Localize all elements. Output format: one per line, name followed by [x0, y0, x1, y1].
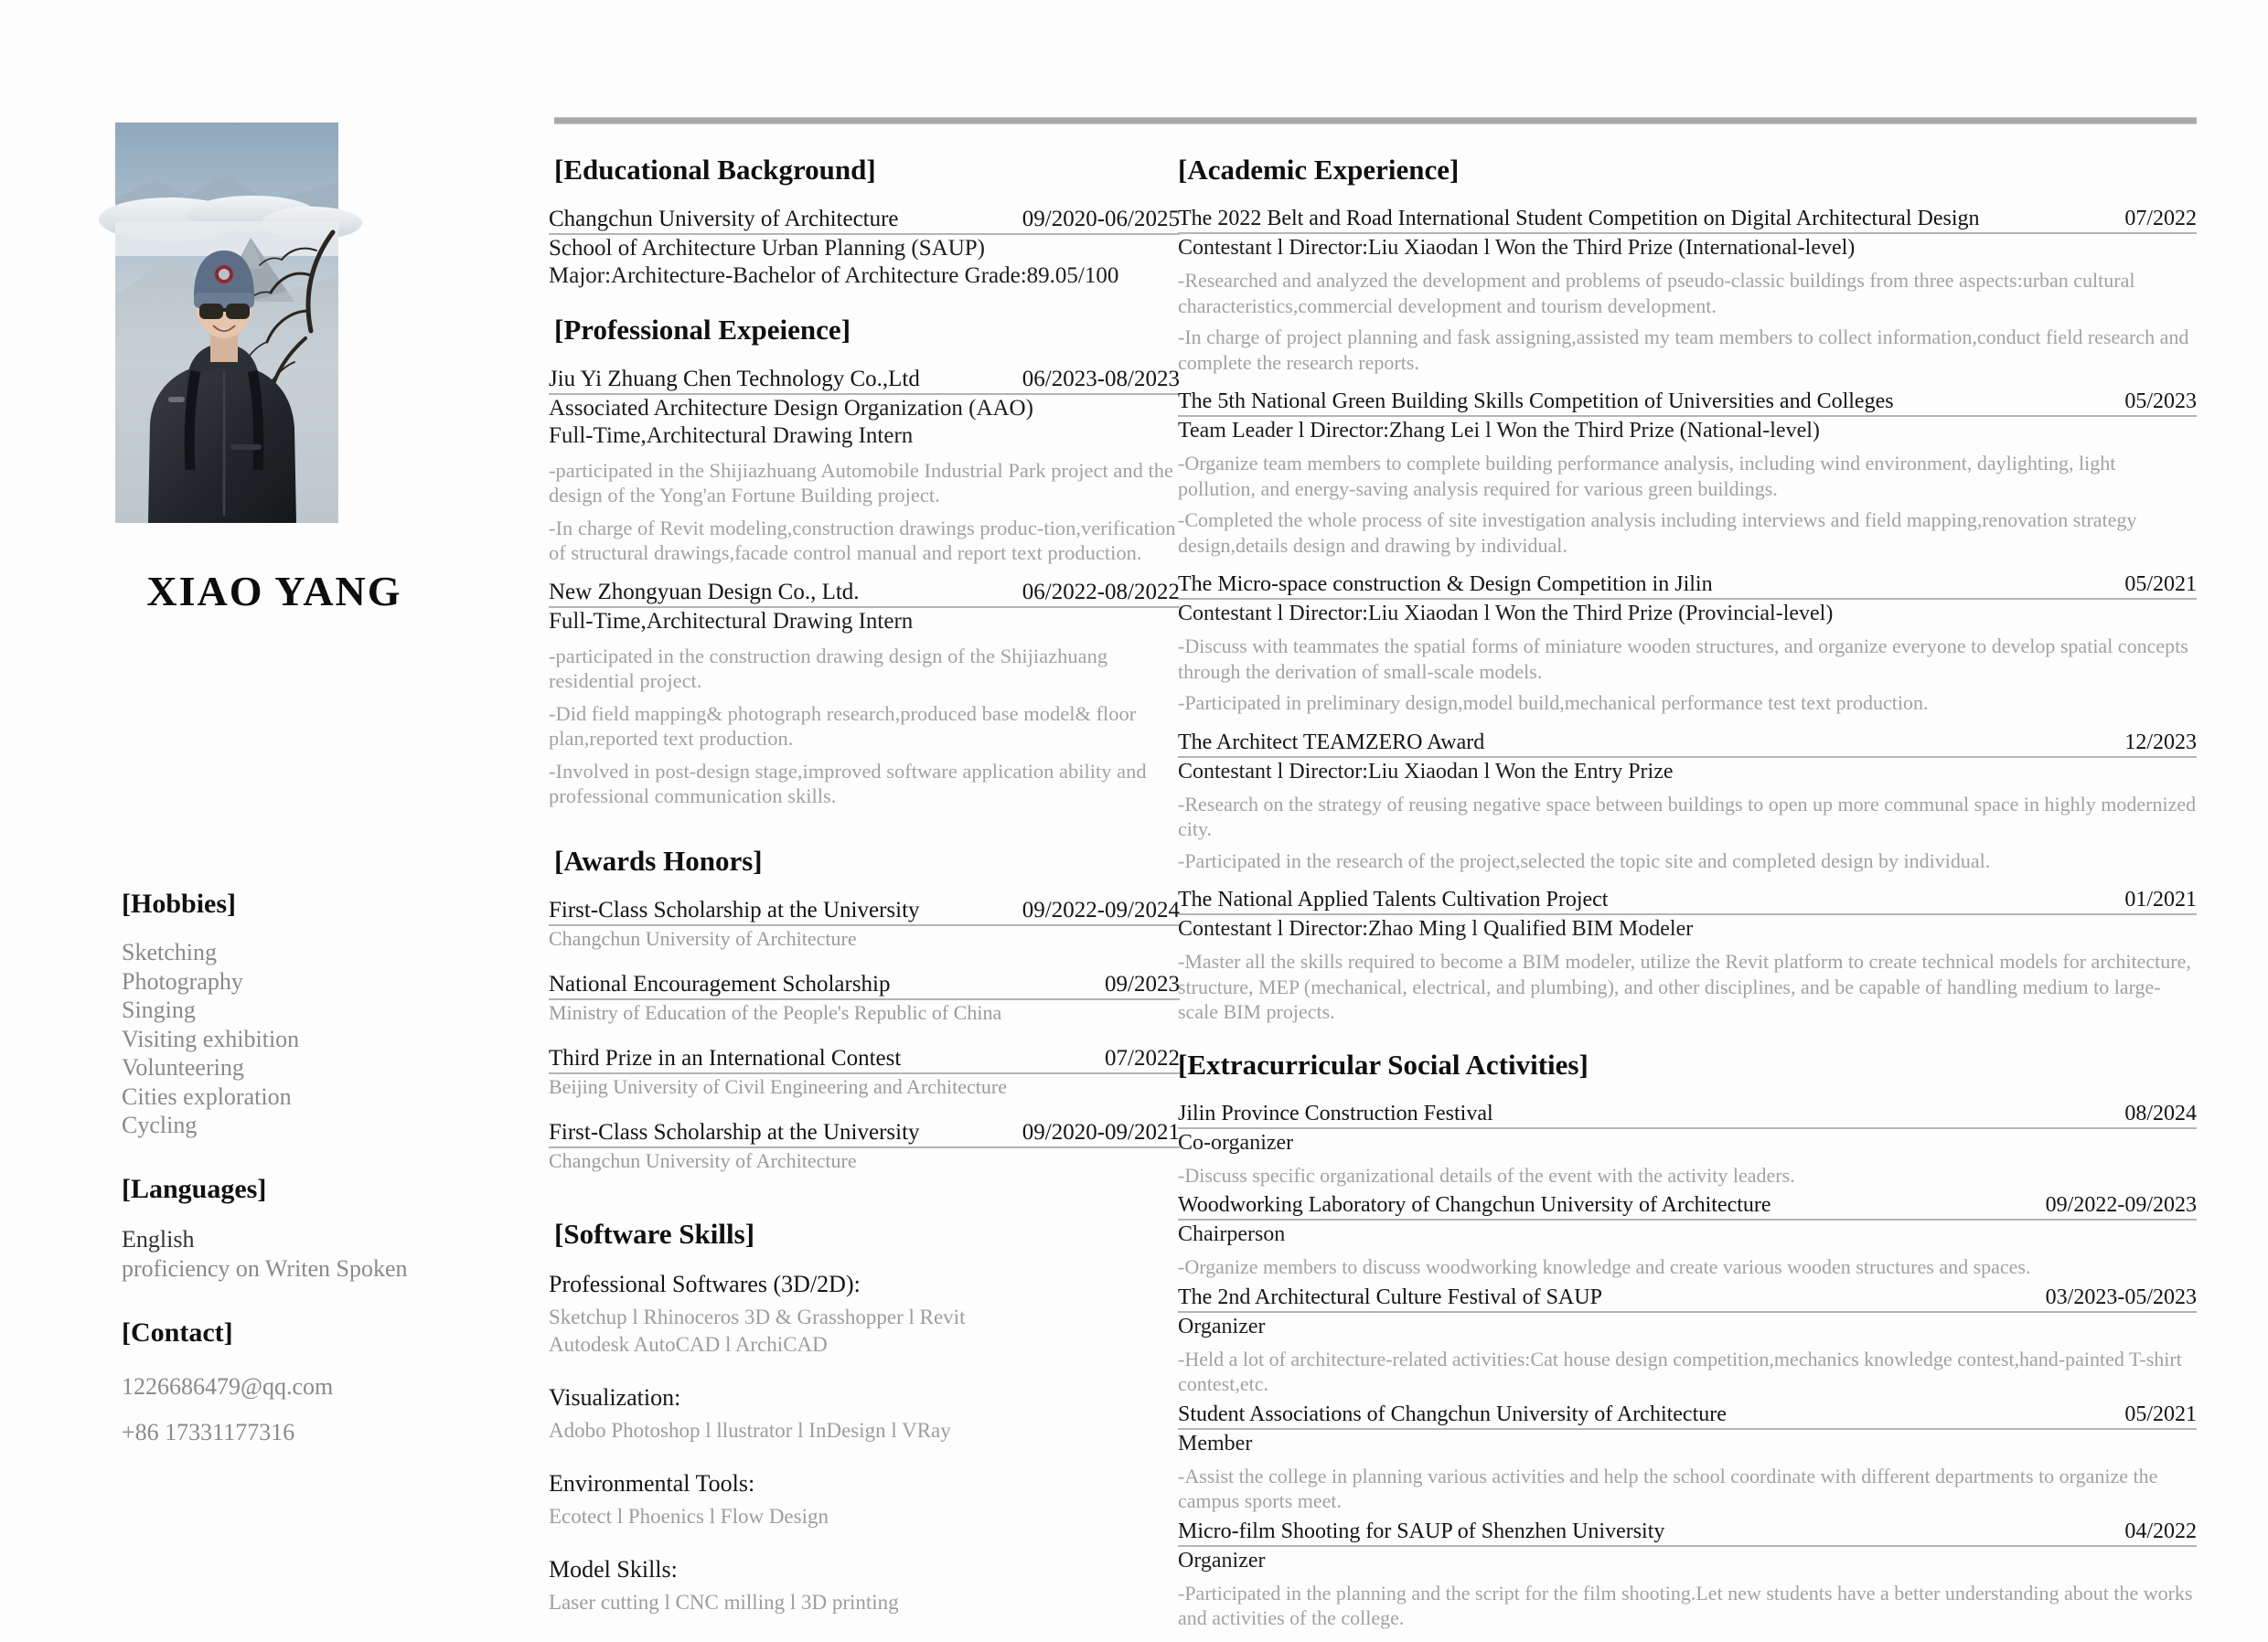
- academic-bullet: -Discuss with teammates the spatial forms of miniature wooden structures, and organize everyone to develop spatial concepts through the derivation of small-scale models.: [1178, 634, 2188, 683]
- activity-role: Co-organizer: [1178, 1130, 1294, 1155]
- academic-bullet: -Researched and analyzed the development and problems of pseudo-classic buildings from three aspects:urban cultural characteristics,commercial development and tourism development.: [1178, 269, 2135, 317]
- job-date: 06/2023-08/2023: [1022, 367, 1180, 391]
- language-proficiency: proficiency on Writen Spoken: [122, 1254, 408, 1282]
- academic-title: The Micro-space construction & Design Competition in Jilin: [1178, 572, 1713, 596]
- page-title: XIAO YANG: [146, 568, 402, 614]
- academic-bullet: -Research on the strategy of reusing negative space between buildings to open up more communal space in highly modernized city.: [1178, 792, 2197, 840]
- activity-bullet: -Discuss specific organizational details of the event with the activity leaders.: [1178, 1163, 1795, 1187]
- list-item: Cycling: [122, 1112, 198, 1138]
- academic-entry: [1178, 207, 2197, 375]
- academic-heading: [Academic Experience]: [1178, 154, 1460, 186]
- job-title-row: [549, 580, 1180, 608]
- languages-section: [122, 1174, 515, 1283]
- academic-entry: [1178, 888, 2197, 1025]
- education-major-grade: Major:Architecture-Bachelor of Architecture Grade:89.05/100: [549, 263, 1119, 288]
- activity-date: 05/2021: [2124, 1402, 2197, 1426]
- award-entry: [549, 1046, 1180, 1100]
- award-date: 07/2022: [1105, 1046, 1180, 1071]
- activity-title-row: [1178, 1285, 2197, 1313]
- activity-title: Jilin Province Construction Festival: [1178, 1101, 1493, 1125]
- professional-entry: [549, 580, 1180, 808]
- academic-title: The 5th National Green Building Skills Competition of Universities and Colleges: [1178, 389, 1894, 413]
- academic-date: 01/2021: [2124, 888, 2197, 912]
- job-company: New Zhongyuan Design Co., Ltd.: [549, 580, 860, 604]
- activity-role: Chairperson: [1178, 1222, 1286, 1246]
- education-title-row: [549, 207, 1180, 235]
- sidebar: [0, 0, 549, 1603]
- software-heading: [Software Skills]: [554, 1218, 755, 1250]
- job-bullet: -Involved in post-design stage,improved software application ability and professional communication skills.: [549, 760, 1147, 807]
- activity-entry: [1178, 1102, 2197, 1189]
- award-date: 09/2020-09/2021: [1022, 1120, 1180, 1145]
- activity-date: 03/2023-05/2023: [2045, 1285, 2197, 1309]
- award-date: 09/2023: [1105, 972, 1180, 997]
- activity-date: 04/2022: [2124, 1519, 2197, 1543]
- activity-title: Micro-film Shooting for SAUP of Shenzhen University: [1178, 1519, 1665, 1543]
- awards-heading: [Awards Honors]: [554, 845, 763, 877]
- list-item: Cities exploration: [122, 1082, 292, 1110]
- list-item: Sketching: [122, 939, 217, 965]
- list-item: Singing: [122, 997, 196, 1023]
- education-heading: [Educational Background]: [554, 154, 876, 186]
- award-title-row: [549, 1046, 1180, 1074]
- job-title-row: [549, 367, 1180, 395]
- list-item: Photography: [122, 967, 243, 995]
- academic-bullet: -Participated in the research of the project,selected the topic site and completed design by individual.: [1178, 848, 1991, 872]
- right-column: [1178, 154, 2197, 1637]
- academic-bullet: -Master all the skills required to become a BIM modeler, utilize the Revit platform to create technical models for architecture, structure, MEP (mechanical, electrical, and plumbing), and other disciplines, and be capable of handling medium to large-scale BIM projects.: [1178, 950, 2191, 1023]
- activity-entry: [1178, 1193, 2197, 1280]
- hobbies-section: [122, 889, 506, 1140]
- activity-title: Student Associations of Changchun University of Architecture: [1178, 1402, 1727, 1426]
- contact-email[interactable]: 1226686479@qq.com: [122, 1373, 334, 1400]
- middle-column: [549, 154, 1180, 1642]
- job-role: Full-Time,Architectural Drawing Intern: [549, 423, 914, 448]
- activity-role: Organizer: [1178, 1548, 1266, 1573]
- academic-entry: [1178, 389, 2197, 558]
- academic-title-row: [1178, 572, 2197, 600]
- skill-group-items: Laser cutting l CNC milling l 3D printing: [549, 1591, 899, 1614]
- skill-group: [549, 1556, 1180, 1616]
- activity-bullet: -Organize members to discuss woodworking knowledge and create various wooden structures and spaces.: [1178, 1255, 2031, 1278]
- skill-group-title: Model Skills:: [549, 1556, 678, 1583]
- activity-title-row: [1178, 1519, 2197, 1547]
- list-item: Volunteering: [122, 1054, 244, 1081]
- academic-title: The Architect TEAMZERO Award: [1178, 730, 1485, 754]
- activity-title-row: [1178, 1102, 2197, 1129]
- award-title: First-Class Scholarship at the University: [549, 898, 920, 922]
- job-bullet: -In charge of Revit modeling,construction drawings produc-tion,verification of structural drawings,facade control manual and report text production.: [549, 517, 1176, 564]
- header-divider-rule: [554, 117, 2197, 124]
- academic-role: Team Leader l Director:Zhang Lei l Won the Third Prize (National-level): [1178, 419, 1820, 442]
- award-issuer: Changchun University of Architecture: [549, 1149, 857, 1172]
- activity-date: 08/2024: [2124, 1101, 2197, 1125]
- education-school: Changchun University of Architecture: [549, 207, 899, 231]
- academic-role: Contestant l Director:Liu Xiaodan l Won the Third Prize (International-level): [1178, 236, 1856, 260]
- academic-bullet: -Participated in preliminary design,model build,mechanical performance test text production.: [1178, 691, 1929, 714]
- award-title-row: [549, 898, 1180, 926]
- academic-entry: [1178, 572, 2197, 716]
- award-title: First-Class Scholarship at the University: [549, 1120, 920, 1145]
- hobbies-list: [122, 938, 506, 1140]
- skill-group-title: Visualization:: [549, 1384, 681, 1411]
- academic-title-row: [1178, 389, 2197, 417]
- activity-role: Member: [1178, 1431, 1253, 1455]
- activity-title-row: [1178, 1402, 2197, 1430]
- award-entry: [549, 972, 1180, 1026]
- job-company: Jiu Yi Zhuang Chen Technology Co.,Ltd: [549, 367, 920, 391]
- professional-heading: [Professional Expeience]: [554, 314, 851, 346]
- academic-title-row: [1178, 730, 2197, 758]
- skill-group-title: Professional Softwares (3D/2D):: [549, 1271, 861, 1297]
- activity-title: Woodworking Laboratory of Changchun University of Architecture: [1178, 1193, 1771, 1217]
- award-issuer: Ministry of Education of the People's Republic of China: [549, 1001, 1002, 1024]
- award-title: Third Prize in an International Contest: [549, 1046, 902, 1071]
- academic-bullet: -Organize team members to complete building performance analysis, including wind environment, daylighting, light pollution, and energy-saving analysis required for various green buildings.: [1178, 452, 2116, 500]
- activity-role: Organizer: [1178, 1314, 1266, 1338]
- job-role: Full-Time,Architectural Drawing Intern: [549, 609, 914, 634]
- education-faculty: School of Architecture Urban Planning (SAUP): [549, 236, 986, 261]
- skill-group: [549, 1470, 1180, 1530]
- academic-date: 07/2022: [2124, 207, 2197, 230]
- activity-entry: [1178, 1519, 2197, 1631]
- award-issuer: Beijing University of Civil Engineering and Architecture: [549, 1075, 1007, 1098]
- academic-role: Contestant l Director:Zhao Ming l Qualified BIM Modeler: [1178, 917, 1694, 941]
- academic-bullet: -Completed the whole process of site investigation analysis including interviews and field mapping,renovation strategy design,details design and drawing by individual.: [1178, 508, 2137, 557]
- academic-title: The 2022 Belt and Road International Student Competition on Digital Architectural Design: [1178, 207, 1980, 230]
- academic-date: 12/2023: [2124, 730, 2197, 754]
- professional-entry: [549, 367, 1180, 565]
- award-issuer: Changchun University of Architecture: [549, 927, 857, 950]
- activity-title: The 2nd Architectural Culture Festival of SAUP: [1178, 1285, 1602, 1309]
- academic-date: 05/2021: [2124, 572, 2197, 596]
- job-bullet: -participated in the construction drawing design of the Shijiazhuang residential project.: [549, 645, 1108, 692]
- activity-bullet: -Held a lot of architecture-related activities:Cat house design competition,mechanics knowledge contest,hand-painted T-shirt contest,etc.: [1178, 1347, 2182, 1395]
- skill-group-title: Environmental Tools:: [549, 1470, 755, 1497]
- academic-role: Contestant l Director:Liu Xiaodan l Won the Third Prize (Provincial-level): [1178, 602, 1834, 625]
- academic-title: The National Applied Talents Cultivation Project: [1178, 888, 1609, 912]
- skill-group: [549, 1384, 1180, 1445]
- skill-group: [549, 1271, 1180, 1359]
- activity-title-row: [1178, 1193, 2197, 1221]
- skill-group-items: Sketchup l Rhinoceros 3D & Grasshopper l Revit Autodesk AutoCAD l ArchiCAD: [549, 1306, 966, 1356]
- avatar: [115, 123, 338, 523]
- activity-bullet: -Participated in the planning and the script for the film shooting.Let new students have a better understanding about the works and activities of the college.: [1178, 1581, 2193, 1629]
- contact-section: [122, 1317, 515, 1463]
- activity-entry: [1178, 1285, 2197, 1397]
- job-date: 06/2022-08/2022: [1022, 580, 1180, 604]
- job-org: Associated Architecture Design Organization (AAO): [549, 396, 1033, 421]
- award-title-row: [549, 972, 1180, 1000]
- list-item: Visiting exhibition: [122, 1025, 300, 1052]
- languages-heading: [Languages]: [122, 1174, 267, 1204]
- contact-phone[interactable]: +86 17331177316: [122, 1418, 295, 1445]
- education-entry: [549, 207, 1180, 290]
- education-date: 09/2020-06/2025: [1022, 207, 1180, 231]
- award-entry: [549, 1120, 1180, 1174]
- award-entry: [549, 898, 1180, 952]
- job-bullet: -participated in the Shijiazhuang Automobile Industrial Park project and the design of the Yong'an Fortune Building project.: [549, 459, 1173, 506]
- activity-entry: [1178, 1402, 2197, 1514]
- academic-title-row: [1178, 207, 2197, 234]
- hobbies-heading: [Hobbies]: [122, 889, 237, 919]
- academic-entry: [1178, 730, 2197, 874]
- job-bullet: -Did field mapping& photograph research,produced base model& floor plan,reported text production.: [549, 702, 1137, 750]
- language-name: English: [122, 1226, 195, 1253]
- academic-date: 05/2023: [2124, 389, 2197, 413]
- award-title-row: [549, 1120, 1180, 1148]
- academic-title-row: [1178, 888, 2197, 915]
- extracurricular-heading: [Extracurricular Social Activities]: [1178, 1048, 1589, 1081]
- academic-role: Contestant l Director:Liu Xiaodan l Won the Entry Prize: [1178, 759, 1674, 784]
- skill-group-items: Adobo Photoshop l llustrator l InDesign l VRay: [549, 1419, 951, 1442]
- award-title: National Encouragement Scholarship: [549, 972, 891, 997]
- activity-date: 09/2022-09/2023: [2045, 1193, 2197, 1217]
- contact-heading: [Contact]: [122, 1317, 233, 1348]
- skill-group-items: Ecotect l Phoenics l Flow Design: [549, 1505, 829, 1528]
- activity-bullet: -Assist the college in planning various activities and help the school coordinate with different departments to organize the campus sports meet.: [1178, 1464, 2158, 1512]
- award-date: 09/2022-09/2024: [1022, 898, 1180, 922]
- academic-bullet: -In charge of project planning and fask assigning,assisted my team members to collect information,conduct field research and complete the research reports.: [1178, 325, 2189, 374]
